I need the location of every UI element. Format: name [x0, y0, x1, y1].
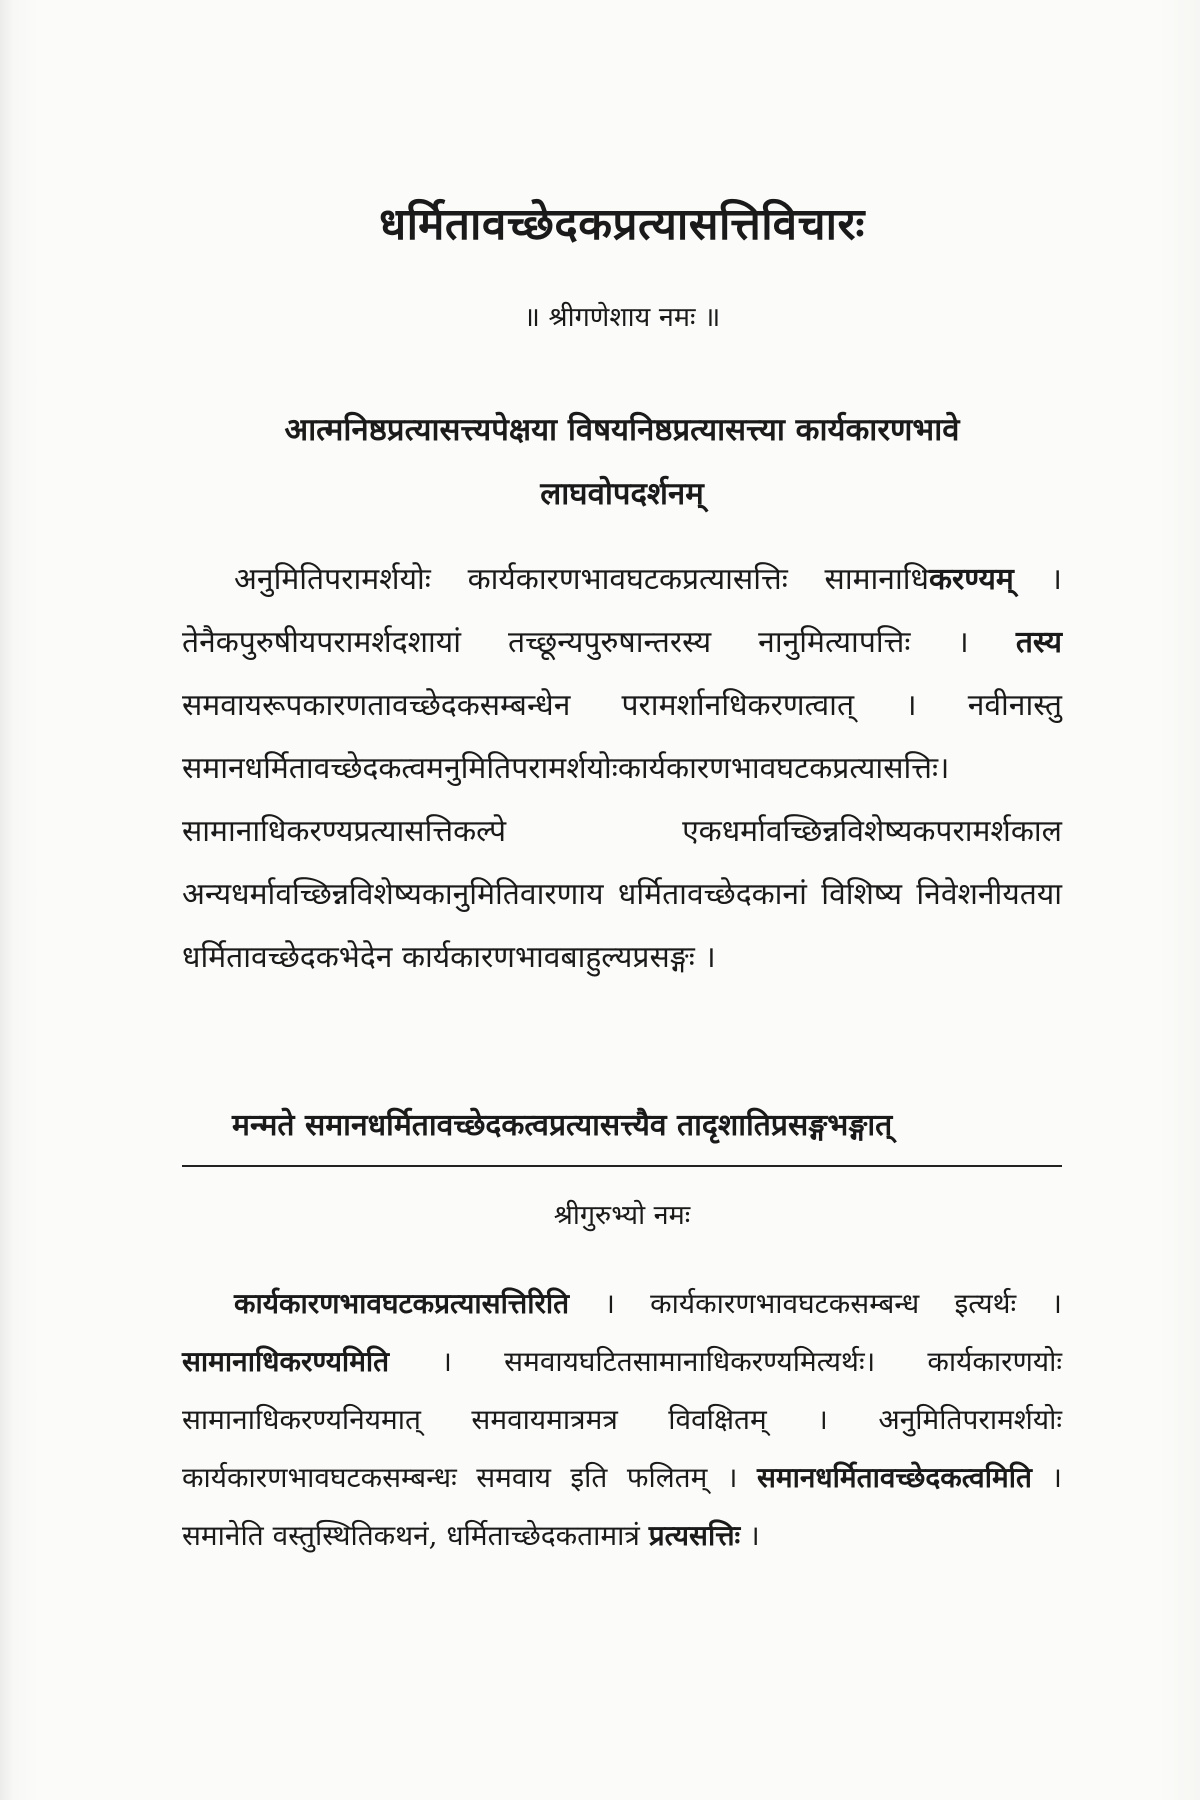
main-paragraph-2: मन्मते समानधर्मितावच्छेदकत्वप्रत्यासत्त्यैव तादृशातिप्रसङ्गभङ्गात् [232, 1108, 893, 1143]
section-heading-line-2: लाघवोपदर्शनम् [540, 476, 704, 512]
main-paragraph-1 [182, 548, 1062, 989]
main-text-bold-tasya: तस्य [1015, 625, 1062, 660]
section-heading [182, 398, 1062, 526]
main-text-part-c: । तेनैकपुरुषीयपरामर्शदशायां तच्छून्यपुरुषान्तरस्य नानुमित्यापत्तिः । [182, 562, 1063, 660]
chapter-title: धर्मितावच्छेदकप्रत्यासत्तिविचारः [379, 199, 865, 250]
commentary-text-4: । [740, 1519, 760, 1552]
commentary-invocation: श्रीगुरुभ्यो नमः [553, 1200, 691, 1231]
commentary-text-3: । समानेति वस्तुस्थितिकथनं, धर्मिताच्छेदकतामात्रं [182, 1461, 1063, 1552]
commentary-text-2: । समवायघटितसामानाधिकरण्यमित्यर्थः। कार्यकारणयोः सामानाधिकरण्यनियमात् समवायमात्रमत्र विवक्षितम् । अनुमितिपरामर्शयोः कार्यकारणभावघटकसम्बन्धः समवाय इति फलितम् । [182, 1345, 1062, 1494]
commentary-lemma-4: प्रत्यसत्तिः [648, 1519, 741, 1552]
invocation-line: ॥ श्रीगणेशाय नमः ॥ [523, 302, 721, 333]
main-text-part-e: समवायरूपकारणतावच्छेदकसम्बन्धेन परामर्शानधिकरणत्वात् । नवीनास्तु समानधर्मितावच्छेदकत्वमनुमितिपरामर्शयोःकार्यकारणभावघटकप्रत्यासत्तिः। सामानाधिकरण्यप्रत्यासत्तिकल्पे एकधर्मावच्छिन्नविशेष्यकपरामर्शकाल अन्यधर्मावच्छिन्नविशेष्यकानुमितिवारणाय धर्मितावच्छेदकानां विशिष्य निवेशनीयतया धर्मितावच्छेदकभेदेन कार्यकारणभावबाहुल्यप्रसङ्गः । [182, 688, 1062, 975]
commentary-text-1: । कार्यकारणभावघटकसम्बन्ध इत्यर्थः । [569, 1287, 1062, 1320]
main-text-bold-karanyam: करण्यम् [928, 562, 1014, 597]
main-text-part-a: अनुमितिपरामर्शयोः कार्यकारणभावघटकप्रत्यासत्तिः सामानाधि [234, 562, 929, 597]
commentary-paragraph [182, 1275, 1062, 1565]
horizontal-divider [182, 1165, 1062, 1167]
commentary-lemma-3: समानधर्मितावच्छेदकत्वमिति [756, 1461, 1032, 1494]
commentary-lemma-1: कार्यकारणभावघटकप्रत्यासत्तिरिति [234, 1287, 570, 1320]
commentary-lemma-2: सामानाधिकरण्यमिति [182, 1345, 390, 1378]
section-heading-line-1: आत्मनिष्ठप्रत्यासत्त्यपेक्षया विषयनिष्ठप्रत्यासत्त्या कार्यकारणभावे [284, 412, 960, 448]
